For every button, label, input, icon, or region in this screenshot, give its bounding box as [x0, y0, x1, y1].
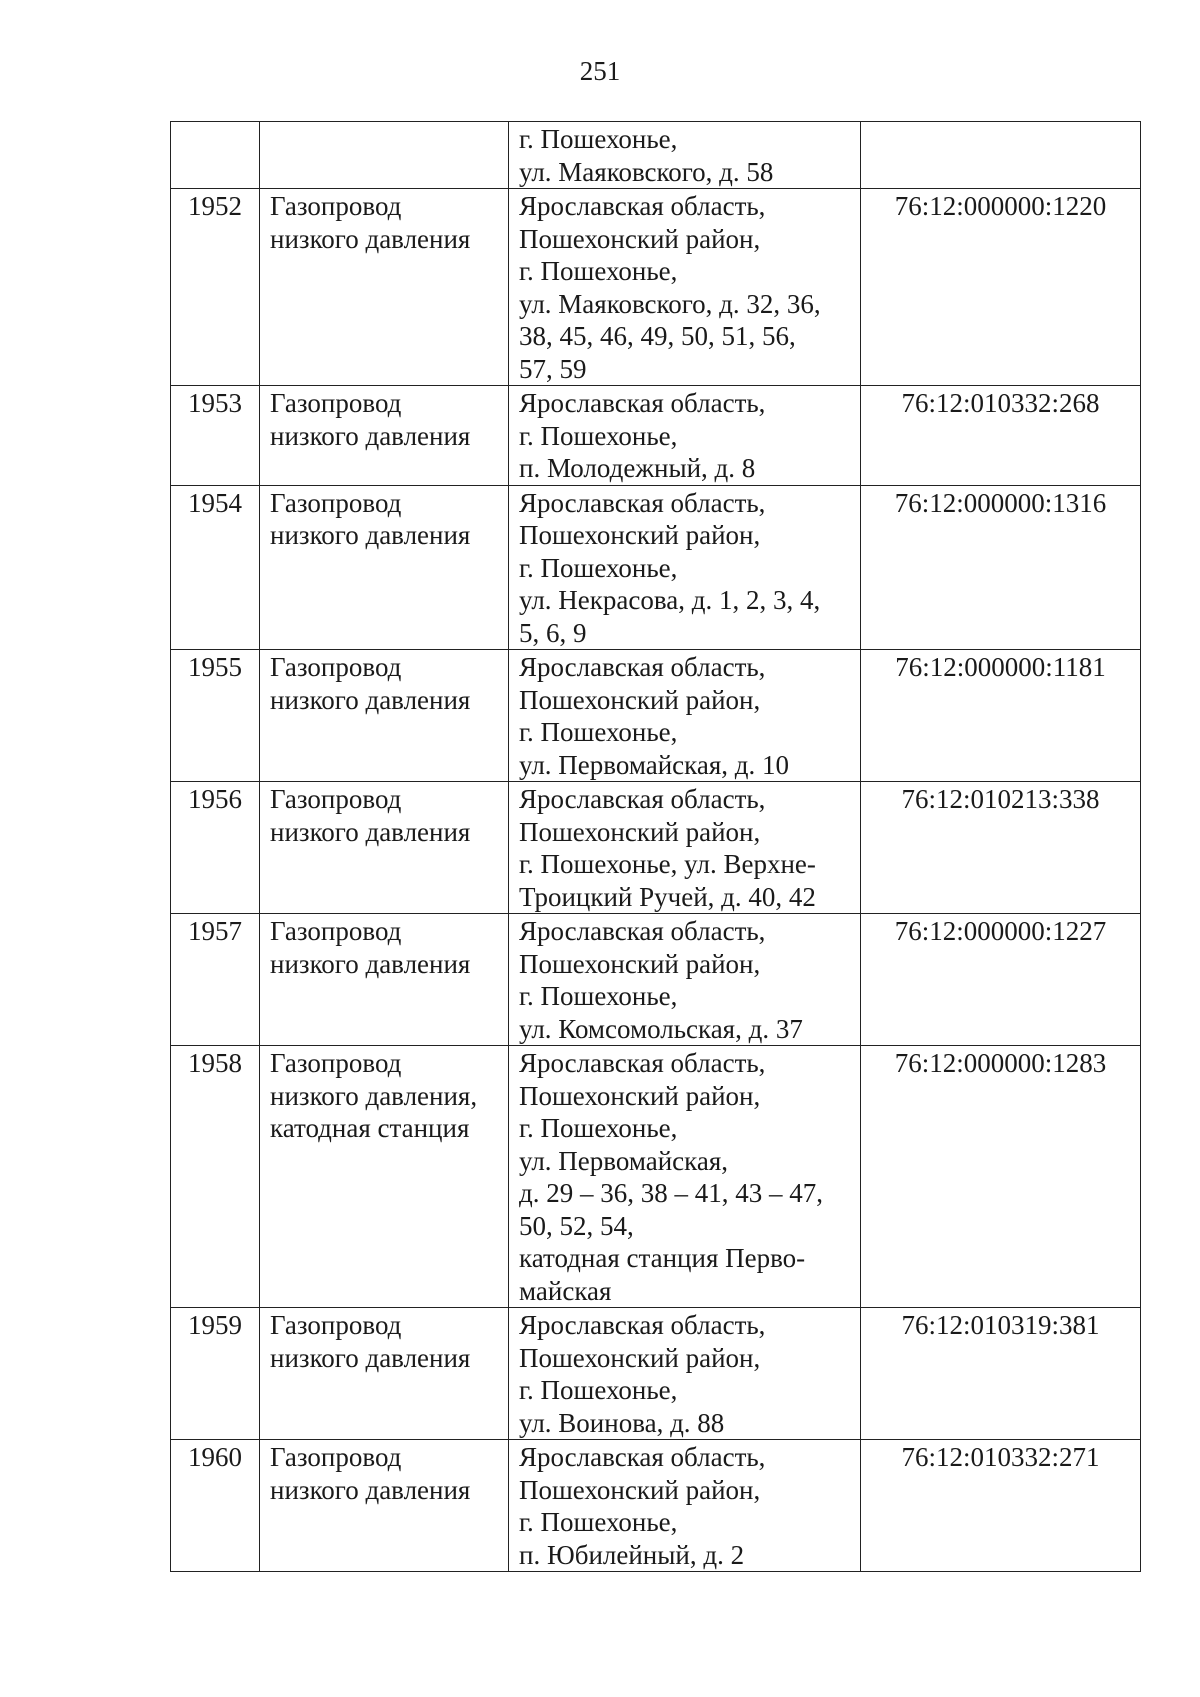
- row-number: 1957: [171, 914, 260, 1046]
- address-line: 5, 6, 9: [519, 617, 587, 648]
- address-line: ул. Первомайская,: [519, 1145, 728, 1176]
- object-name-line: низкого давления: [270, 948, 471, 979]
- object-name-line: низкого давления: [270, 520, 471, 550]
- address-line: г. Пошехонье,: [519, 1113, 678, 1143]
- table-row: [171, 485, 1141, 650]
- address-line: Пошехонский район,: [519, 948, 761, 979]
- object-name-cell: [260, 122, 509, 189]
- row-number: 1956: [171, 782, 260, 914]
- object-name-cell: [260, 1046, 509, 1308]
- object-name-line: Газопровод: [270, 916, 402, 946]
- address-cell: [509, 914, 861, 1046]
- address-line: г. Пошехонье,: [519, 256, 678, 286]
- object-name-line: низкого давления: [270, 684, 471, 715]
- address-line: г. Пошехонье,: [519, 1375, 678, 1405]
- object-name-line: Газопровод: [270, 191, 402, 221]
- object-name-line: Газопровод: [270, 487, 402, 518]
- row-number: 1952: [171, 189, 260, 386]
- object-name-line: Газопровод: [270, 652, 402, 682]
- row-number: 1953: [171, 386, 260, 486]
- table-row: [171, 1308, 1141, 1440]
- cadastral-number: 76:12:010319:381: [861, 1308, 1141, 1440]
- table-row: [171, 650, 1141, 782]
- object-name-cell: [260, 782, 509, 914]
- object-name-line: низкого давления: [270, 816, 471, 847]
- address-cell: [509, 122, 861, 189]
- object-name-line: Газопровод: [270, 388, 402, 418]
- address-line: 57, 59: [519, 353, 587, 384]
- object-name-line: низкого давления: [270, 420, 471, 451]
- object-name-line: низкого давления,: [270, 1080, 478, 1111]
- row-number: 1960: [171, 1440, 260, 1572]
- cadastral-number: 76:12:000000:1220: [861, 189, 1141, 386]
- address-cell: [509, 189, 861, 386]
- address-line: ул. Маяковского, д. 58: [519, 156, 774, 187]
- object-name-cell: [260, 485, 509, 650]
- address-line: ул. Некрасова, д. 1, 2, 3, 4,: [519, 585, 821, 615]
- address-cell: [509, 485, 861, 650]
- address-line: г. Пошехонье,: [519, 1507, 678, 1537]
- address-line: катодная станция Перво-: [519, 1243, 806, 1273]
- address-line: Пошехонский район,: [519, 1080, 761, 1111]
- cadastral-number: [861, 122, 1141, 189]
- address-line: Пошехонский район,: [519, 816, 761, 847]
- table-row: [171, 1440, 1141, 1572]
- object-name-cell: [260, 650, 509, 782]
- table-row: [171, 386, 1141, 486]
- table-row: [171, 189, 1141, 386]
- address-line: Пошехонский район,: [519, 520, 761, 550]
- address-line: Троицкий Ручей, д. 40, 42: [519, 881, 816, 912]
- object-name-cell: [260, 914, 509, 1046]
- object-name-line: Газопровод: [270, 1048, 402, 1078]
- address-cell: [509, 1308, 861, 1440]
- row-number: 1958: [171, 1046, 260, 1308]
- address-line: Пошехонский район,: [519, 1474, 761, 1505]
- address-line: майская: [519, 1275, 612, 1306]
- registry-body: [171, 122, 1141, 1572]
- row-number: 1955: [171, 650, 260, 782]
- address-cell: [509, 650, 861, 782]
- cadastral-number: 76:12:000000:1181: [861, 650, 1141, 782]
- address-line: Ярославская область,: [519, 191, 766, 221]
- object-name-line: Газопровод: [270, 1310, 402, 1340]
- address-cell: [509, 1046, 861, 1308]
- address-line: п. Молодежный, д. 8: [519, 453, 756, 483]
- table-row: [171, 1046, 1141, 1308]
- address-line: Ярославская область,: [519, 916, 766, 946]
- object-name-line: низкого давления: [270, 1474, 471, 1505]
- address-line: г. Пошехонье,: [519, 981, 678, 1011]
- address-line: ул. Первомайская, д. 10: [519, 749, 789, 780]
- object-name-line: Газопровод: [270, 784, 402, 814]
- address-line: Ярославская область,: [519, 1310, 766, 1340]
- address-cell: [509, 1440, 861, 1572]
- object-name-cell: [260, 189, 509, 386]
- cadastral-number: 76:12:010332:271: [861, 1440, 1141, 1572]
- address-line: г. Пошехонье,: [519, 124, 678, 154]
- address-line: г. Пошехонье, ул. Верхне-: [519, 849, 816, 879]
- address-line: г. Пошехонье,: [519, 552, 678, 583]
- table-row: [171, 914, 1141, 1046]
- object-name-cell: [260, 1308, 509, 1440]
- address-line: Ярославская область,: [519, 1442, 766, 1472]
- registry-table: [170, 121, 1141, 1572]
- object-name-line: низкого давления: [270, 1342, 471, 1373]
- address-line: г. Пошехонье,: [519, 420, 678, 451]
- address-line: 38, 45, 46, 49, 50, 51, 56,: [519, 321, 796, 351]
- cadastral-number: 76:12:010332:268: [861, 386, 1141, 486]
- row-number: 1959: [171, 1308, 260, 1440]
- address-line: Ярославская область,: [519, 388, 766, 418]
- address-line: Пошехонский район,: [519, 1342, 761, 1373]
- table-row: [171, 782, 1141, 914]
- address-line: 50, 52, 54,: [519, 1210, 634, 1241]
- object-name-line: катодная станция: [270, 1113, 470, 1143]
- address-line: г. Пошехонье,: [519, 717, 678, 747]
- address-line: ул. Комсомольская, д. 37: [519, 1013, 803, 1044]
- row-number: 1954: [171, 485, 260, 650]
- page-number: 251: [579, 56, 621, 86]
- object-name-cell: [260, 1440, 509, 1572]
- address-line: ул. Воинова, д. 88: [519, 1407, 725, 1438]
- address-line: Ярославская область,: [519, 784, 766, 814]
- address-line: д. 29 – 36, 38 – 41, 43 – 47,: [519, 1178, 823, 1208]
- object-name-cell: [260, 386, 509, 486]
- object-name-line: низкого давления: [270, 223, 471, 254]
- table-row: [171, 122, 1141, 189]
- address-cell: [509, 782, 861, 914]
- cadastral-number: 76:12:010213:338: [861, 782, 1141, 914]
- address-line: Ярославская область,: [519, 487, 766, 518]
- cadastral-number: 76:12:000000:1316: [861, 485, 1141, 650]
- cadastral-number: 76:12:000000:1227: [861, 914, 1141, 1046]
- address-line: п. Юбилейный, д. 2: [519, 1539, 745, 1570]
- address-line: Ярославская область,: [519, 652, 766, 682]
- address-line: Пошехонский район,: [519, 223, 761, 254]
- address-cell: [509, 386, 861, 486]
- row-number: [171, 122, 260, 189]
- address-line: Пошехонский район,: [519, 684, 761, 715]
- address-line: ул. Маяковского, д. 32, 36,: [519, 288, 821, 319]
- address-line: Ярославская область,: [519, 1048, 766, 1078]
- cadastral-number: 76:12:000000:1283: [861, 1046, 1141, 1308]
- object-name-line: Газопровод: [270, 1442, 402, 1472]
